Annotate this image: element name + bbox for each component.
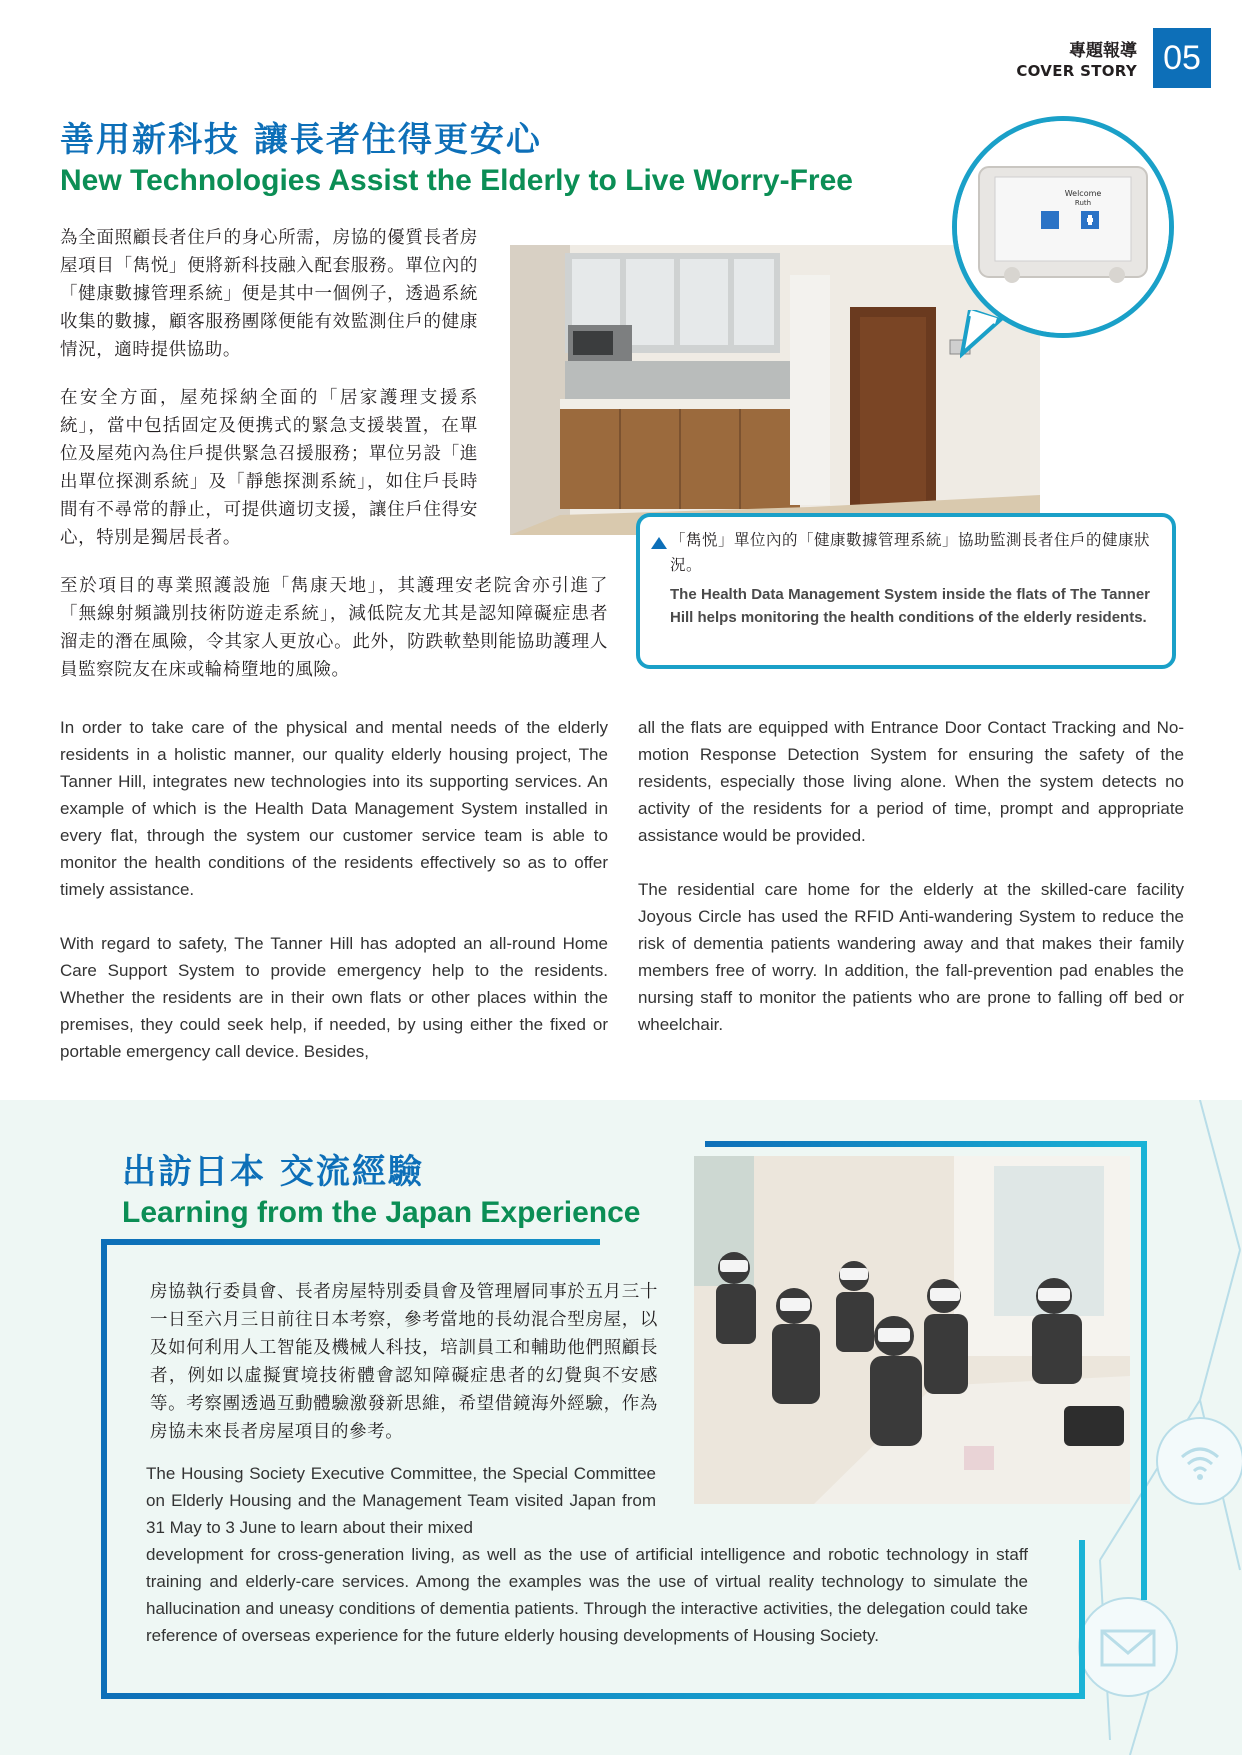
caption-en: The Health Data Management System inside the flats of The Tanner Hill helps monitoring the health conditions of the elderly residents. — [670, 586, 1150, 626]
article1-en-col1-para-2: With regard to safety, The Tanner Hill has adopted an all-round Home Care Support System to provide emergency help to the residents. Whether the residents are in their own flats or other places within the premises, they could seek help, if needed, by using either the fixed or portable emergency call device. Besides, — [60, 934, 608, 1061]
article2-zh-para: 房協執行委員會、長者房屋特別委員會及管理層同事於五月三十一日至六月三日前往日本考察，參考當地的長幼混合型房屋，以及如何利用人工智能及機械人科技，培訓員工和輔助他們照顧長者，例如以虛擬實境技術體會認知障礙症患者的幻覺與不安感等。考察團透過互動體驗激發新思維，希望借鏡海外經驗，作為房協未來長者房屋項目的參考。 — [150, 1282, 658, 1442]
article2-title-en: Learning from the Japan Experience — [122, 1196, 641, 1229]
article1-zh-para-2: 在安全方面，屋苑採納全面的「居家護理支援系統」，當中包括固定及便携式的緊急支援裝置，在單位及屋苑內為住戶提供緊急召援服務；單位另設「進出單位探測系統」及「靜態探測系統」，如住戶長時間有不尋常的靜止，可提供適切支援，讓住戶住得安心，特別是獨居長者。 — [60, 388, 478, 548]
article1-title-zh: 善用新科技 讓長者住得更安心 — [60, 120, 542, 160]
article1-zh-para-3: 至於項目的專業照護設施「雋康天地」，其護理安老院舍亦引進了「無線射頻識別技術防遊走系統」，減低院友尤其是認知障礙症患者溜走的潛在風險，令其家人更放心。此外，防跌軟墊則能協助護理人員監察院友在床或輪椅墮地的風險。 — [60, 576, 608, 680]
page-number: 05 — [1153, 28, 1211, 88]
article1-en-col1-para-1: In order to take care of the physical and mental needs of the elderly residents in a holistic manner, our quality elderly housing project, The Tanner Hill, integrates new technologies into its supporting services. An example of which is the Health Data Management System installed in every flat, through the system our customer service team is able to monitor the health conditions of the residents effectively so as to offer timely assistance. — [60, 718, 608, 899]
article1-title-en: New Technologies Assist the Elderly to Live Worry-Free — [60, 164, 853, 197]
article2-en-narrow: The Housing Society Executive Committee, the Special Committee on Elderly Housing and the Management Team visited Japan from 31 May to 3 June to learn about their mixed — [146, 1464, 656, 1537]
section-label-zh: 專題報導 — [1069, 41, 1137, 61]
vr-experience-photo — [694, 1156, 1130, 1504]
caption-zh: 「雋悦」單位內的「健康數據管理系統」協助監測長者住戶的健康狀況。 — [670, 531, 1151, 574]
tablet-welcome-text: Welcome — [1064, 189, 1102, 198]
article2-en-wide: development for cross-generation living, as well as the use of artificial intelligence and robotic technology in staff training and elderly-care services. Among the examples was the use of virtual reality technology to simulate the hallucination and uneasy conditions of dementia patients. Through the interactive activities, the delegation could take reference of overseas experience for the future elderly housing developments of Housing Society. — [146, 1545, 1028, 1645]
caption-pointer-icon — [651, 537, 667, 549]
wifi-icon — [1156, 1417, 1242, 1505]
section-label-en: COVER STORY — [1016, 62, 1137, 80]
kitchen-photo — [510, 245, 1040, 535]
tablet-inset-circle — [952, 116, 1174, 338]
article1-en-col2-para-1: all the flats are equipped with Entrance Door Contact Tracking and No-motion Response Detection System for ensuring the safety of the residents, especially those living alone. When the system detects no activity of the residents for a period of time, prompt and appropriate assistance would be provided. — [638, 718, 1184, 845]
article1-zh-para-1: 為全面照顧長者住戶的身心所需，房協的優質長者房屋項目「雋悦」便將新科技融入配套服務。單位內的「健康數據管理系統」便是其中一個例子，透過系統收集的數據，顧客服務團隊便能有效監測住戶的健康情況，適時提供協助。 — [60, 228, 478, 360]
tablet-user-text: Ruth — [1074, 199, 1092, 207]
article1-en-col2-para-2: The residential care home for the elderly at the skilled-care facility Joyous Circle has used the RFID Anti-wandering System to reduce the risk of dementia patients wandering away and that makes their family members free of worry. In addition, the fall-prevention pad enables the nursing staff to monitor the patients who are prone to falling off bed or wheelchair. — [638, 880, 1184, 1034]
article2-title-zh: 出訪日本 交流經驗 — [122, 1152, 424, 1192]
callout-pointer — [960, 310, 1020, 360]
